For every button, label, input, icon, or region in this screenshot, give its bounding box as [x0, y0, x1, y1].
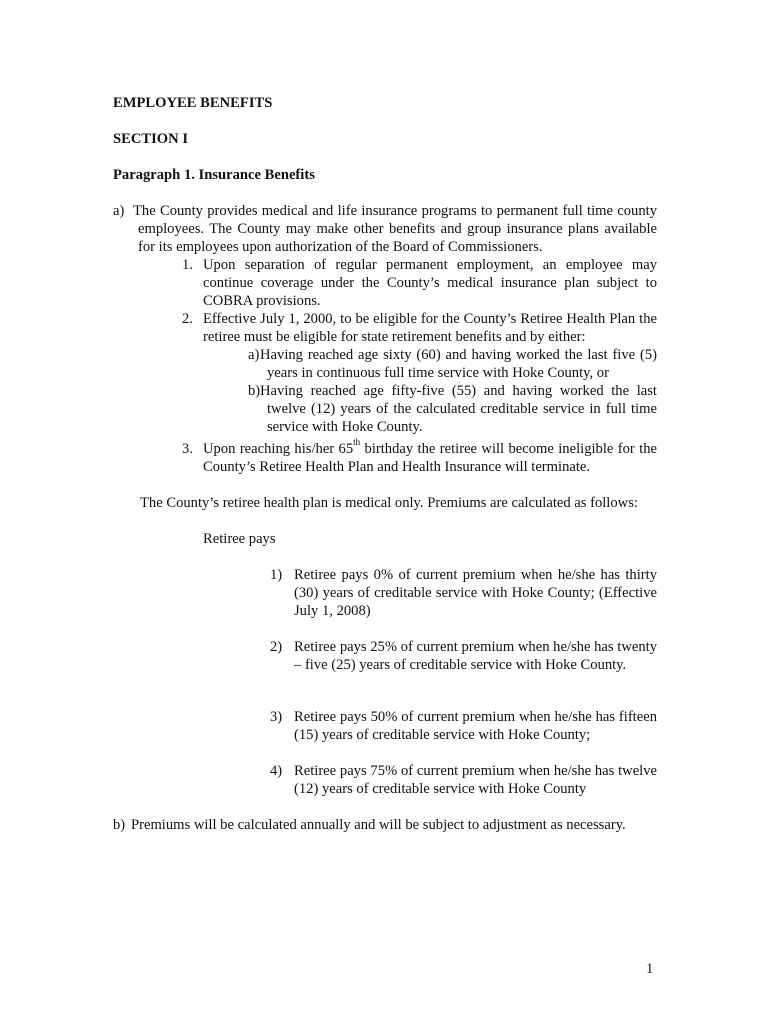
- item-3-label: 3.: [182, 441, 193, 457]
- section-heading: SECTION I: [113, 131, 189, 147]
- item-a-text: The County provides medical and life insurance programs to permanent full time county employees. The County may make other benefits and group insurance plans available for its employees upon authorization of the Board of Commissioners.: [133, 203, 657, 255]
- item-1-text: Upon separation of regular permanent employment, an employee may continue coverage under the County’s medical insurance plan subject to COBRA provisions.: [203, 257, 657, 309]
- item-2-text: Effective July 1, 2000, to be eligible for the County’s Retiree Health Plan the retiree must be eligible for state retirement benefits and by either:: [203, 311, 657, 345]
- retiree-pays-1-label: 1): [270, 567, 283, 583]
- paragraph-title: Paragraph 1. Insurance Benefits: [113, 167, 315, 183]
- item-2b-text: Having reached age fifty-five (55) and having worked the last twelve (12) years of the calculated creditable service in full time service with Hoke County.: [260, 383, 657, 435]
- item-b-text: Premiums will be calculated annually and will be subject to adjustment as necessary.: [131, 817, 626, 833]
- retiree-plan-paragraph: The County’s retiree health plan is medical only. Premiums are calculated as follows:: [140, 495, 638, 511]
- document-title: EMPLOYEE BENEFITS: [113, 95, 273, 111]
- item-3-text-start: Upon reaching his/her 65: [203, 441, 354, 457]
- retiree-pays-4-label: 4): [270, 763, 283, 779]
- item-a-label: a): [113, 203, 125, 219]
- item-2-label: 2.: [182, 311, 193, 327]
- retiree-pays-1-text: Retiree pays 0% of current premium when he/she has thirty (30) years of creditable service with Hoke County; (Effective July 1, 2008): [294, 567, 657, 619]
- item-2a-text: Having reached age sixty (60) and having worked the last five (5) years in continuous full time service with Hoke County, or: [260, 347, 657, 381]
- page-number: 1: [646, 961, 654, 977]
- retiree-pays-2-text: Retiree pays 25% of current premium when he/she has twenty – five (25) years of creditable service with Hoke County.: [294, 639, 657, 673]
- item-2b-label: b): [248, 383, 261, 399]
- ordinal-suffix: th: [353, 437, 361, 447]
- item-3-text-end: birthday the retiree will become ineligible for the County’s Retiree Health Plan and Health Insurance will terminate.: [203, 441, 657, 475]
- retiree-pays-4-text: Retiree pays 75% of current premium when he/she has twelve (12) years of creditable service with Hoke County: [294, 763, 657, 797]
- retiree-pays-2-label: 2): [270, 639, 283, 655]
- item-b-label: b): [113, 817, 126, 833]
- item-2a-label: a): [248, 347, 260, 363]
- retiree-pays-3-label: 3): [270, 709, 283, 725]
- item-1-label: 1.: [182, 257, 193, 273]
- retiree-pays-3-text: Retiree pays 50% of current premium when he/she has fifteen (15) years of creditable service with Hoke County;: [294, 709, 657, 743]
- retiree-pays-heading: Retiree pays: [203, 531, 276, 547]
- item-3-text: [203, 437, 657, 476]
